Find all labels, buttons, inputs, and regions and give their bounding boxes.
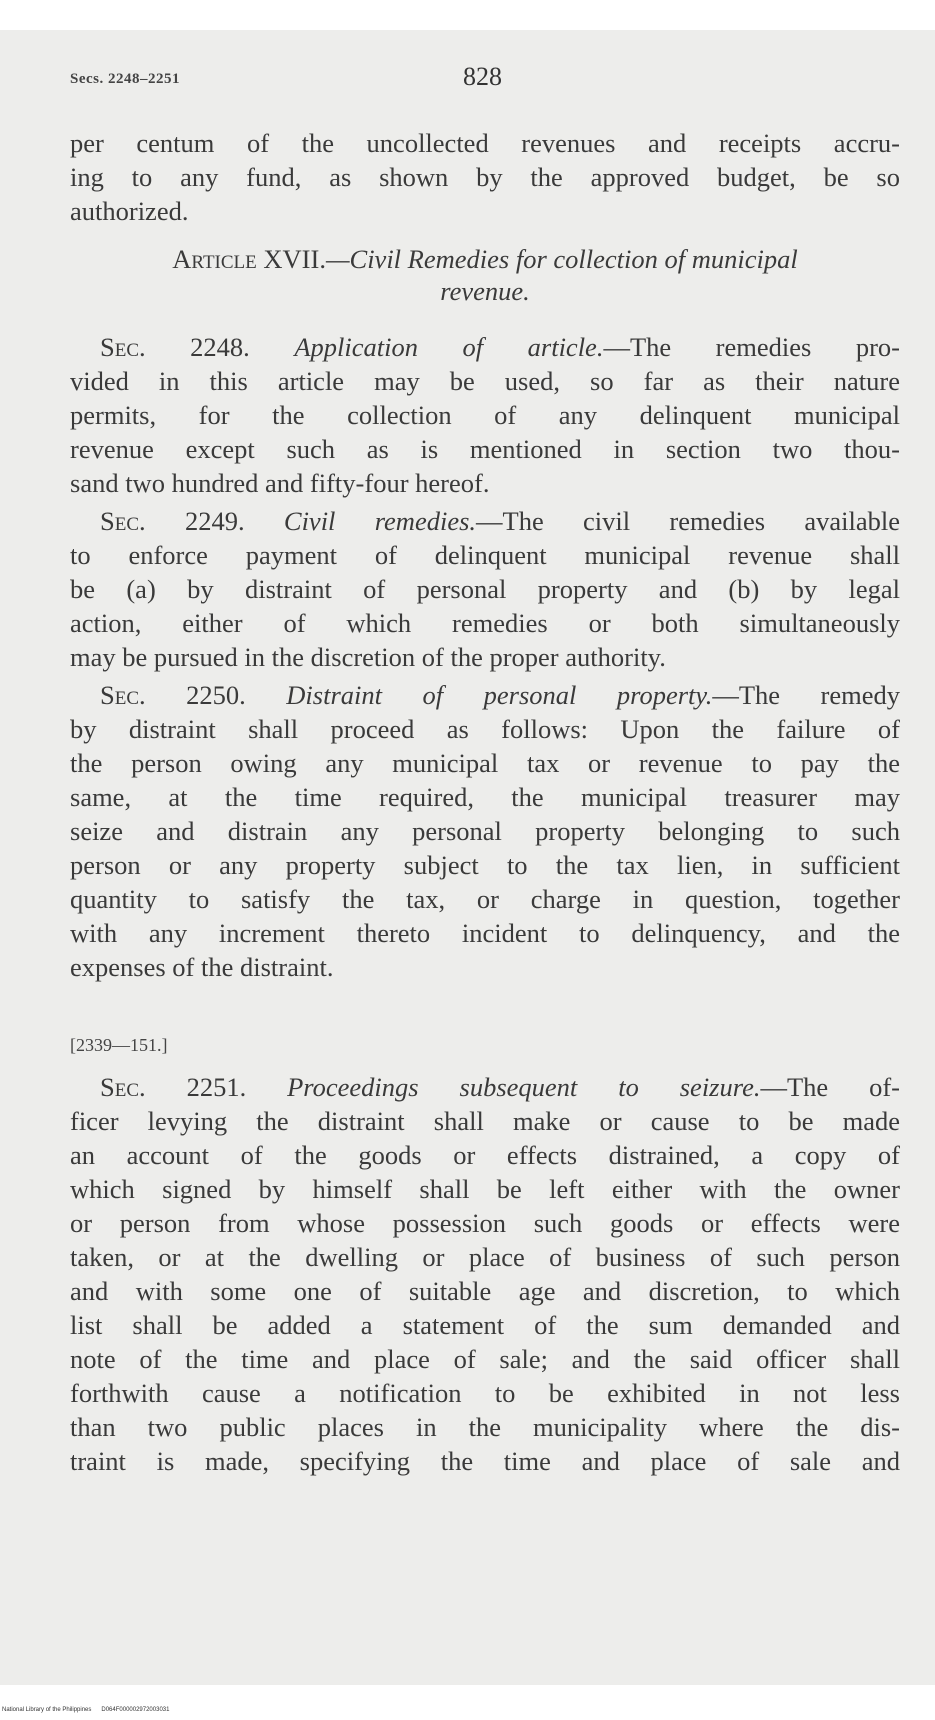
text-line: seize and distrain any personal property belonging to such bbox=[70, 816, 900, 846]
text-line: may be pursued in the discretion of the proper authority. bbox=[70, 642, 666, 672]
text-line: —The of- bbox=[760, 1072, 900, 1102]
section-number: Sec. 2248. bbox=[100, 332, 250, 362]
text-line: the person owing any municipal tax or revenue to pay the bbox=[70, 748, 900, 778]
text-line: forthwith cause a notification to be exhibited in not less bbox=[70, 1378, 900, 1408]
text-line: expenses of the distraint. bbox=[70, 952, 334, 982]
text-line: action, either of which remedies or both simultaneously bbox=[70, 608, 900, 638]
text-line: or person from whose possession such goods or effects were bbox=[70, 1208, 900, 1238]
text-line: and with some one of suitable age and discretion, to which bbox=[70, 1276, 900, 1306]
text-line: quantity to satisfy the tax, or charge in question, together bbox=[70, 884, 900, 914]
section-number: Sec. 2249. bbox=[100, 506, 245, 536]
text-line: vided in this article may be used, so far as their nature bbox=[70, 366, 900, 396]
text-line: —The remedy bbox=[712, 680, 900, 710]
article-title-continued: revenue. bbox=[440, 276, 530, 306]
text-line: taken, or at the dwelling or place of business of such person bbox=[70, 1242, 900, 1272]
text-line: —The remedies pro- bbox=[603, 332, 901, 362]
library-name: National Library of the Philippines bbox=[2, 1707, 92, 1713]
statute-reference: [2339—151.] bbox=[70, 1035, 168, 1055]
text-line: traint is made, specifying the time and place of sale and bbox=[70, 1446, 900, 1476]
text-line: sand two hundred and fifty-four hereof. bbox=[70, 468, 490, 498]
text-line: revenue except such as is mentioned in section two thou- bbox=[70, 434, 900, 464]
text-line: ing to any fund, as shown by the approved budget, be so bbox=[70, 162, 900, 192]
section-heading: Distraint of personal property. bbox=[286, 680, 713, 710]
text-line: permits, for the collection of any delinquent municipal bbox=[70, 400, 900, 430]
text-line: an account of the goods or effects distrained, a copy of bbox=[70, 1140, 900, 1170]
article-title: —Civil Remedies for collection of municipal bbox=[325, 244, 798, 274]
text-line: than two public places in the municipality where the dis- bbox=[70, 1412, 900, 1442]
text-line: ficer levying the distraint shall make or cause to be made bbox=[70, 1106, 900, 1136]
section-heading: Civil remedies. bbox=[283, 506, 477, 536]
text-line: be (a) by distraint of personal property and (b) by legal bbox=[70, 574, 900, 604]
footer-credit bbox=[2, 1707, 169, 1713]
document-code: D064F000002972003031 bbox=[101, 1707, 170, 1713]
text-line: authorized. bbox=[70, 196, 189, 226]
text-line: same, at the time required, the municipal treasurer may bbox=[70, 782, 900, 812]
section-range-header: Secs. 2248–2251 bbox=[70, 71, 180, 87]
text-line: per centum of the uncollected revenues and receipts accru- bbox=[70, 128, 900, 158]
text-line: person or any property subject to the tax lien, in sufficient bbox=[70, 850, 900, 880]
text-line: list shall be added a statement of the sum demanded and bbox=[70, 1310, 900, 1340]
section-number: Sec. 2250. bbox=[100, 680, 246, 710]
text-line: with any increment thereto incident to delinquency, and the bbox=[70, 918, 900, 948]
section-number: Sec. 2251. bbox=[100, 1072, 247, 1102]
section-heading: Proceedings subsequent to seizure. bbox=[287, 1072, 761, 1102]
text-line: to enforce payment of delinquent municipal revenue shall bbox=[70, 540, 900, 570]
text-line: which signed by himself shall be left either with the owner bbox=[70, 1174, 900, 1204]
article-label: Article XVII. bbox=[172, 244, 326, 274]
text-line: by distraint shall proceed as follows: Upon the failure of bbox=[70, 714, 900, 744]
page-number: 828 bbox=[463, 62, 502, 91]
text-line: note of the time and place of sale; and the said officer shall bbox=[70, 1344, 900, 1374]
text-line: —The civil remedies available bbox=[476, 506, 901, 536]
section-heading: Application of article. bbox=[294, 332, 604, 362]
